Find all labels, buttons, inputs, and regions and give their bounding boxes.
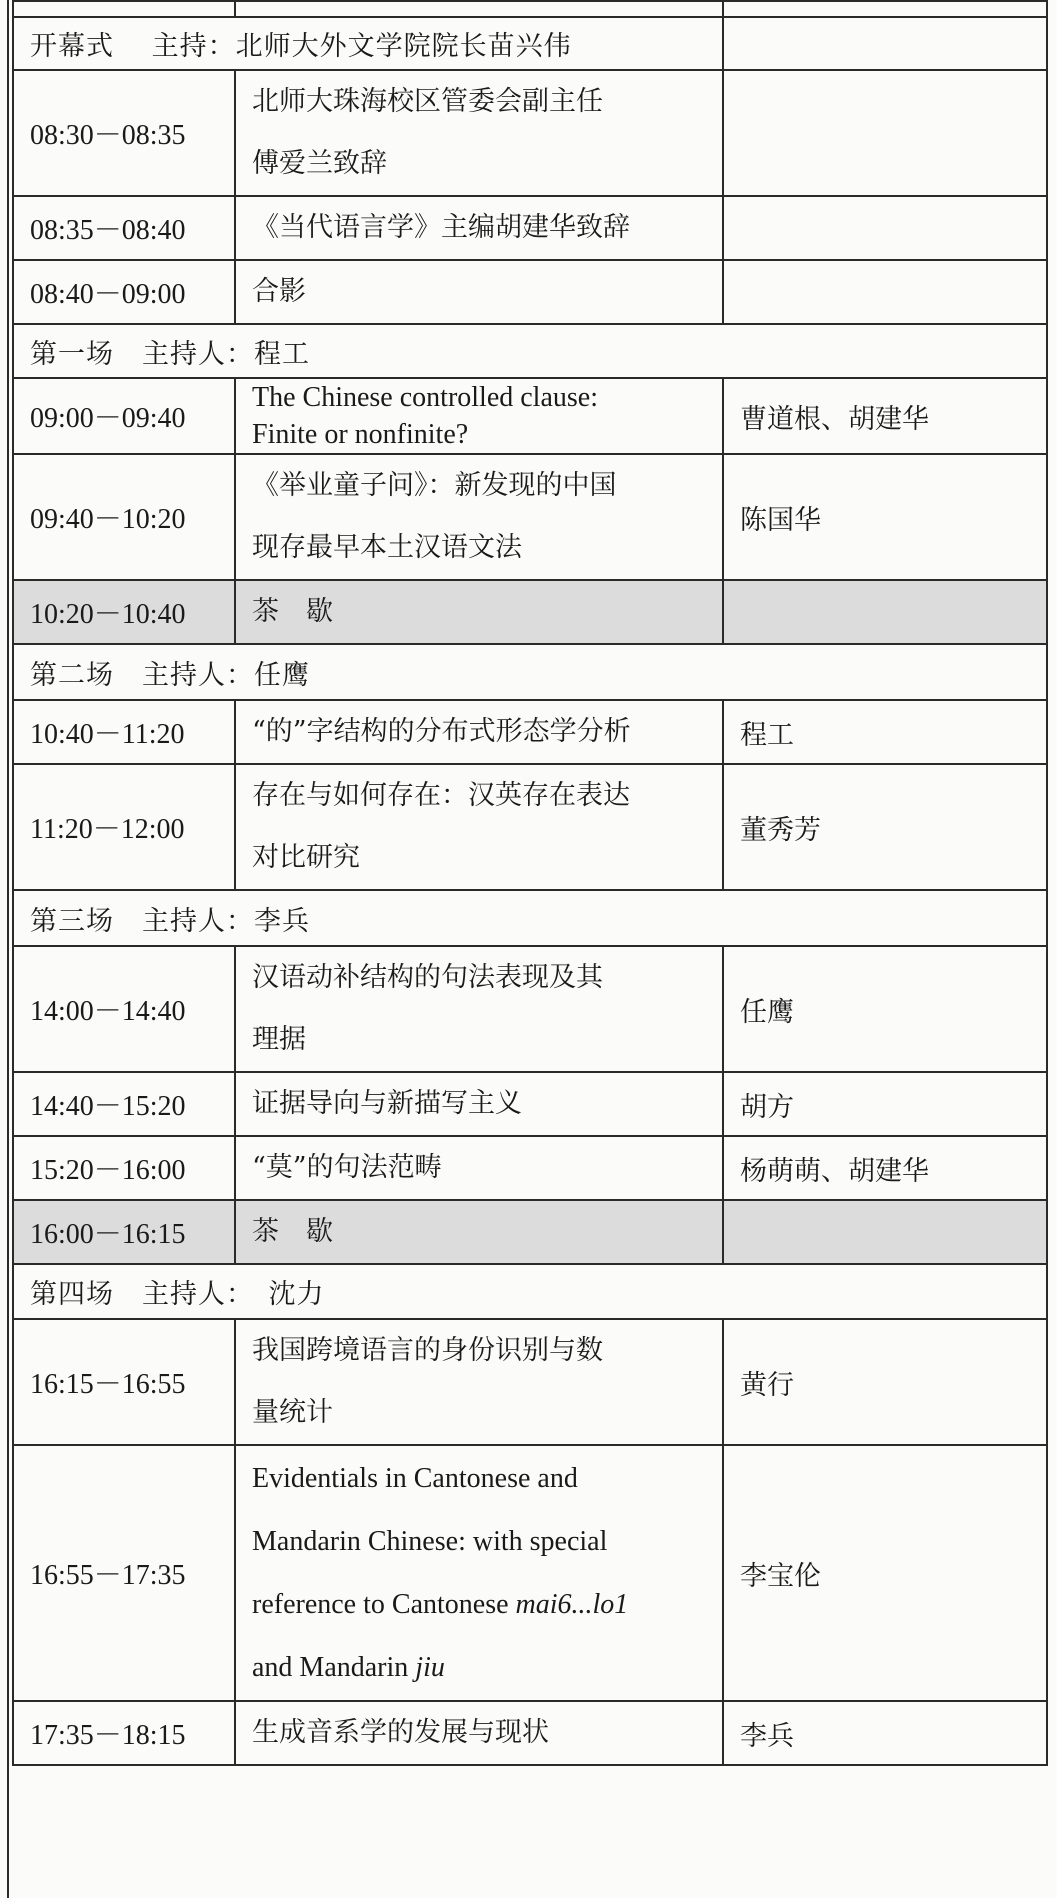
speaker-cell: 黄行 (723, 1319, 1047, 1445)
table-row (13, 454, 1047, 580)
table-row (13, 1136, 1047, 1200)
speaker-cell: 陈国华 (723, 454, 1047, 580)
table-row (13, 260, 1047, 324)
topic-cell: 生成音系学的发展与现状 (235, 1701, 723, 1765)
speaker-cell: 任鹰 (723, 946, 1047, 1072)
table-row (13, 946, 1047, 1072)
topic-cell (235, 1319, 723, 1445)
topic-cell (235, 946, 723, 1072)
opening-header-row (13, 17, 1047, 70)
cutoff-row (13, 1, 1047, 17)
session-header-row (13, 644, 1047, 700)
tea-break-row (13, 1200, 1047, 1264)
table-row (13, 70, 1047, 196)
time-cell: 08:30－08:35 (13, 70, 235, 196)
time-cell: 10:20－10:40 (13, 580, 235, 644)
topic-cell (235, 454, 723, 580)
time-cell: 16:00－16:15 (13, 1200, 235, 1264)
topic-line: Finite or nonfinite? (252, 419, 469, 450)
topic-line: Mandarin Chinese: with special (252, 1526, 608, 1557)
time-cell: 16:15－16:55 (13, 1319, 235, 1445)
speaker-cell: 程工 (723, 700, 1047, 764)
speaker-cell: 李宝伦 (723, 1445, 1047, 1701)
session-3-header: 第三场 主持人：李兵 (13, 890, 1047, 946)
topic-line: 理据 (252, 1024, 306, 1055)
session-1-header: 第一场 主持人：程工 (13, 324, 1047, 378)
page-edge-rule (7, 0, 9, 1898)
time-cell: 14:00－14:40 (13, 946, 235, 1072)
speaker-cell (723, 260, 1047, 324)
topic-line: 汉语动补结构的句法表现及其 (252, 962, 603, 993)
time-cell: 09:40－10:20 (13, 454, 235, 580)
time-cell: 11:20－12:00 (13, 764, 235, 890)
table-row (13, 1701, 1047, 1765)
time-cell: 14:40－15:20 (13, 1072, 235, 1136)
table-row (13, 1319, 1047, 1445)
topic-cell: 合影 (235, 260, 723, 324)
topic-line: 量统计 (252, 1397, 333, 1428)
topic-line: 现存最早本土汉语文法 (252, 532, 522, 563)
topic-line: 存在与如何存在：汉英存在表达 (252, 780, 630, 811)
opening-header: 开幕式 主持：北师大外文学院院长苗兴伟 (13, 17, 723, 70)
topic-cell: 证据导向与新描写主义 (235, 1072, 723, 1136)
romanization-text: jiu (415, 1652, 445, 1683)
topic-cell: 《当代语言学》主编胡建华致辞 (235, 196, 723, 260)
cutoff-cell (723, 1, 1047, 17)
time-cell: 10:40－11:20 (13, 700, 235, 764)
conference-schedule-table (12, 0, 1048, 1766)
cutoff-cell (235, 1, 723, 17)
topic-line (252, 1636, 706, 1699)
session-4-header: 第四场 主持人： 沈力 (13, 1264, 1047, 1319)
session-header-row (13, 324, 1047, 378)
table-row (13, 1072, 1047, 1136)
topic-line: 对比研究 (252, 842, 360, 873)
speaker-cell (723, 70, 1047, 196)
topic-cell (235, 70, 723, 196)
time-cell: 09:00－09:40 (13, 378, 235, 454)
time-cell: 16:55－17:35 (13, 1445, 235, 1701)
table-row (13, 378, 1047, 454)
tea-break-label: 茶 歇 (235, 580, 723, 644)
table-row (13, 1445, 1047, 1701)
empty-cell (723, 1200, 1047, 1264)
session-2-header: 第二场 主持人：任鹰 (13, 644, 1047, 700)
time-cell: 15:20－16:00 (13, 1136, 235, 1200)
time-cell: 08:40－09:00 (13, 260, 235, 324)
speaker-cell (723, 196, 1047, 260)
topic-text: and Mandarin (252, 1652, 416, 1683)
table-row (13, 196, 1047, 260)
table-row (13, 700, 1047, 764)
topic-cell (235, 764, 723, 890)
topic-line (252, 1573, 706, 1636)
topic-cell (235, 1445, 723, 1701)
topic-cell: “的”字结构的分布式形态学分析 (235, 700, 723, 764)
empty-cell (723, 580, 1047, 644)
time-cell: 17:35－18:15 (13, 1701, 235, 1765)
topic-line: The Chinese controlled clause: (252, 382, 598, 413)
topic-cell (235, 378, 723, 454)
topic-line: 北师大珠海校区管委会副主任 (252, 86, 603, 117)
topic-line: 《举业童子问》：新发现的中国 (252, 470, 617, 501)
speaker-cell: 曹道根、胡建华 (723, 378, 1047, 454)
topic-line: Evidentials in Cantonese and (252, 1463, 578, 1494)
speaker-cell: 李兵 (723, 1701, 1047, 1765)
table-row (13, 764, 1047, 890)
romanization-text: mai6...lo1 (515, 1589, 629, 1620)
speaker-cell: 董秀芳 (723, 764, 1047, 890)
tea-break-row (13, 580, 1047, 644)
topic-text: reference to Cantonese (252, 1589, 516, 1620)
empty-cell (723, 17, 1047, 70)
time-cell: 08:35－08:40 (13, 196, 235, 260)
session-header-row (13, 1264, 1047, 1319)
tea-break-label: 茶 歇 (235, 1200, 723, 1264)
topic-cell: “莫”的句法范畴 (235, 1136, 723, 1200)
speaker-cell: 杨萌萌、胡建华 (723, 1136, 1047, 1200)
session-header-row (13, 890, 1047, 946)
topic-line: 傅爱兰致辞 (252, 148, 387, 179)
topic-line: 我国跨境语言的身份识别与数 (252, 1335, 603, 1366)
cutoff-cell (13, 1, 235, 17)
speaker-cell: 胡方 (723, 1072, 1047, 1136)
